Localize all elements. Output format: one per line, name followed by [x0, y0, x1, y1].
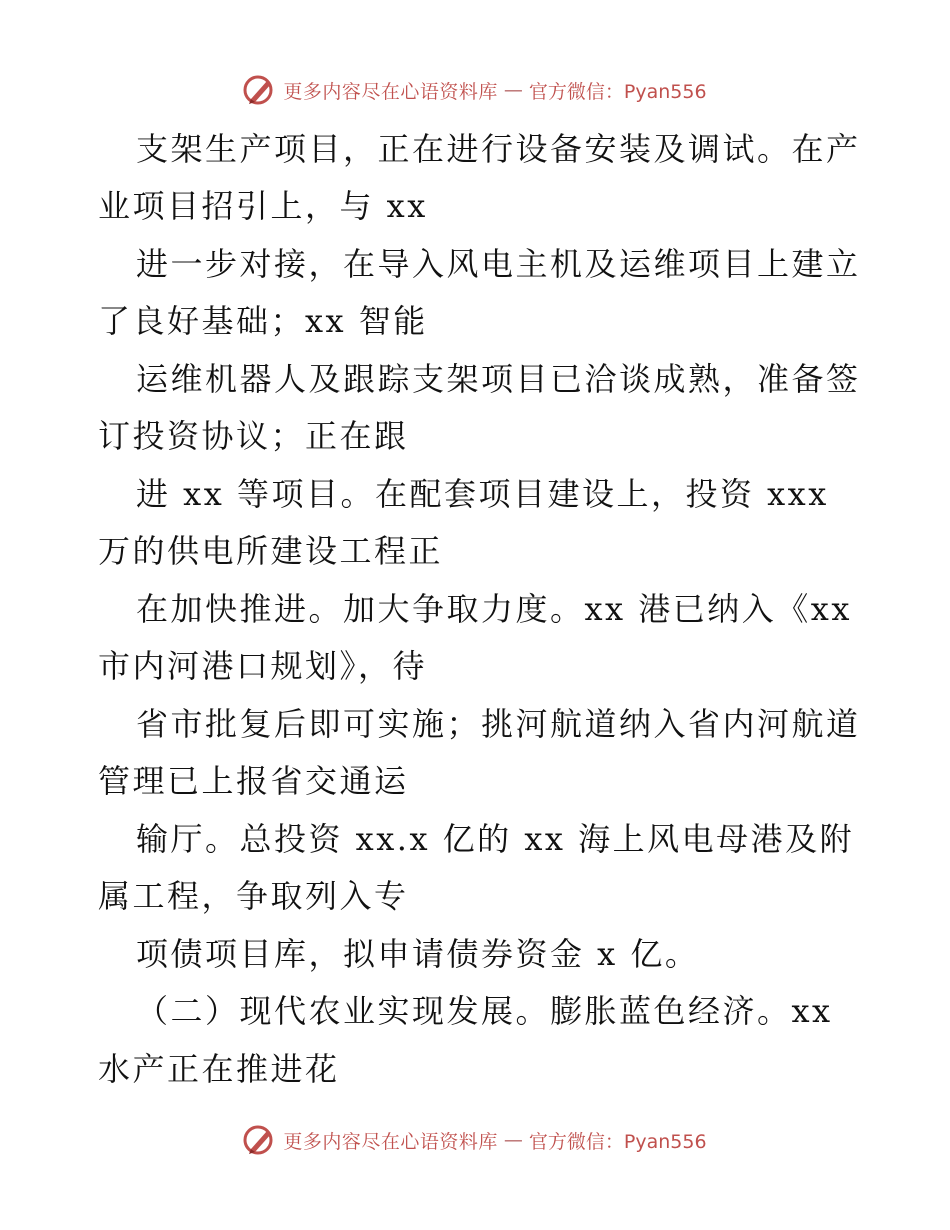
paragraph-line: 项债项目库，拟申请债券资金 x 亿。 — [136, 935, 700, 973]
watermark-text: 更多内容尽在心语资料库 — [283, 1130, 498, 1153]
watermark-banner-top — [0, 70, 950, 110]
paragraph-line: 了良好基础；xx 智能 — [98, 302, 428, 340]
paragraph-line: 进一步对接，在导入风电主机及运维项目上建立 — [136, 245, 861, 283]
paragraph-line: 业项目招引上，与 xx — [98, 187, 428, 225]
paragraph-line: 万的供电所建设工程正 — [98, 532, 444, 570]
watermark-wechat: 官方微信：Pyan556 — [528, 1130, 707, 1153]
paragraph-line: （二）现代农业实现发展。膨胀蓝色经济。xx — [136, 992, 833, 1030]
paragraph-line: 运维机器人及跟踪支架项目已洽谈成熟，准备签 — [136, 360, 861, 398]
watermark-wechat: 官方微信：Pyan556 — [528, 80, 707, 103]
watermark-banner-bottom — [0, 1120, 950, 1160]
paragraph-line: 支架生产项目，正在进行设备安装及调试。在产 — [136, 130, 861, 168]
paragraph-line: 属工程，争取列入专 — [98, 877, 409, 915]
paragraph-line: 管理已上报省交通运 — [98, 762, 409, 800]
paragraph-line: 订投资协议；正在跟 — [98, 417, 409, 455]
paragraph-line: 进 xx 等项目。在配套项目建设上，投资 xxx — [136, 475, 829, 513]
watermark-text: 更多内容尽在心语资料库 — [283, 80, 498, 103]
watermark-dash: — — [503, 79, 523, 101]
paragraph-line: 水产正在推进花 — [98, 1050, 340, 1088]
pen-logo-icon — [243, 1123, 277, 1157]
paragraph-line: 市内河港口规划》，待 — [98, 647, 428, 685]
paragraph-line: 在加快推进。加大争取力度。xx 港已纳入《xx — [136, 590, 852, 628]
watermark-dash: — — [503, 1129, 523, 1151]
pen-logo-icon — [243, 73, 277, 107]
paragraph-line: 省市批复后即可实施；挑河航道纳入省内河航道 — [136, 705, 861, 743]
paragraph-line: 输厅。总投资 xx.x 亿的 xx 海上风电母港及附 — [136, 820, 855, 858]
